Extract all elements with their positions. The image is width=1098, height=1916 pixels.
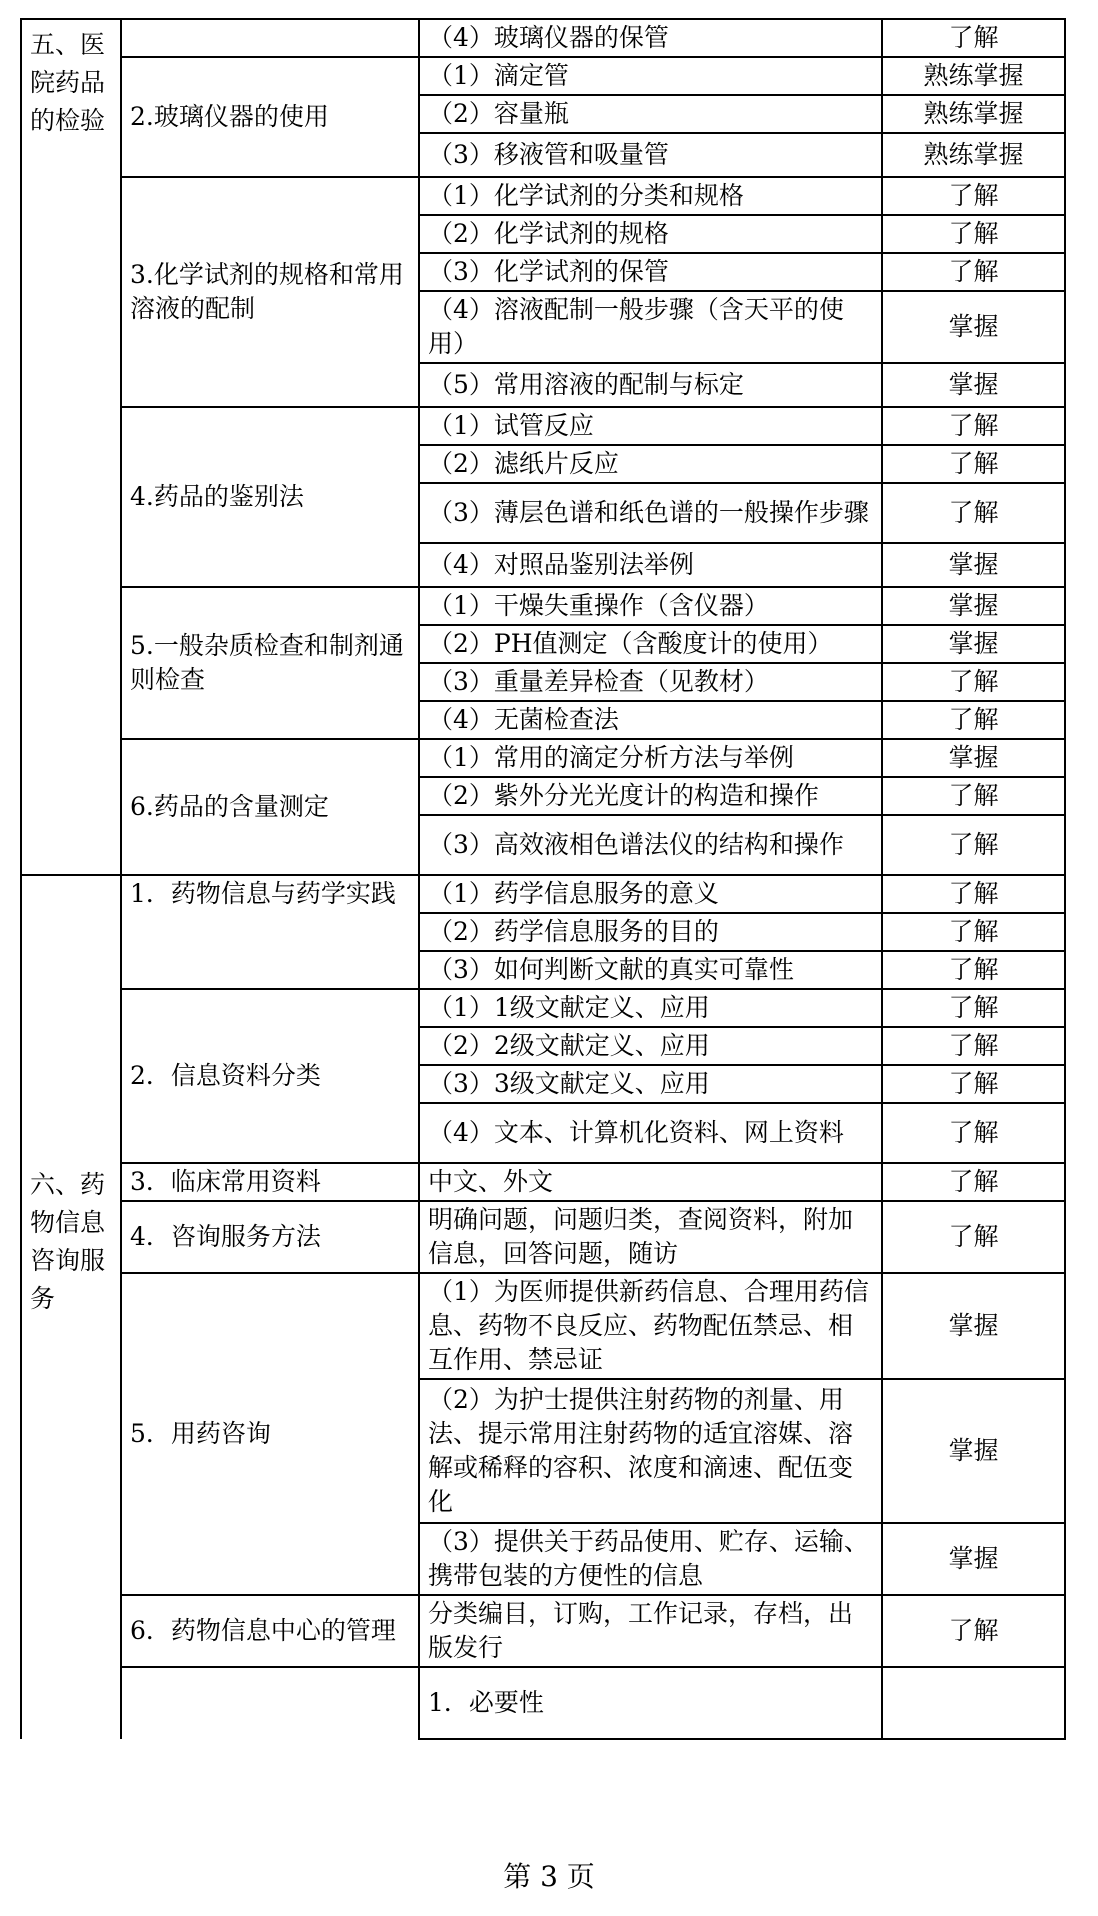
topic-name: 2.玻璃仪器的使用 [121, 57, 419, 177]
topic-name: 5.一般杂质检查和制剂通则检查 [121, 587, 419, 739]
item-level: 掌握 [882, 587, 1065, 625]
item-content: （2）为护士提供注射药物的剂量、用法、提示常用注射药物的适宜溶媒、溶解或稀释的容积、浓度和滴速、配伍变化 [419, 1379, 882, 1523]
topic-name: 6．药物信息中心的管理 [121, 1595, 419, 1667]
item-level: 了解 [882, 253, 1065, 291]
item-level: 熟练掌握 [882, 95, 1065, 133]
item-content: （1）化学试剂的分类和规格 [419, 177, 882, 215]
item-content: （1）干燥失重操作（含仪器） [419, 587, 882, 625]
item-level: 了解 [882, 445, 1065, 483]
item-content: （1）滴定管 [419, 57, 882, 95]
item-content: （3）薄层色谱和纸色谱的一般操作步骤 [419, 483, 882, 543]
item-content [882, 1667, 1065, 1739]
topic-name: 1．必要性 [419, 1667, 882, 1739]
topic-name: 6.药品的含量测定 [121, 739, 419, 875]
syllabus-table [20, 18, 1066, 1740]
item-content: 中文、外文 [419, 1163, 882, 1201]
item-content: 明确问题，问题归类，查阅资料，附加信息，回答问题，随访 [419, 1201, 882, 1273]
table-row [21, 1667, 1065, 1739]
item-content: （2）药学信息服务的目的 [419, 913, 882, 951]
item-level: 了解 [882, 989, 1065, 1027]
item-content: （2）容量瓶 [419, 95, 882, 133]
item-content: （2）紫外分光光度计的构造和操作 [419, 777, 882, 815]
item-level: 掌握 [882, 625, 1065, 663]
topic-name: 3.化学试剂的规格和常用溶液的配制 [121, 177, 419, 407]
item-content: （3）提供关于药品使用、贮存、运输、携带包装的方便性的信息 [419, 1523, 882, 1595]
item-level: 掌握 [882, 739, 1065, 777]
item-content: （3）移液管和吸量管 [419, 133, 882, 177]
item-level: 熟练掌握 [882, 57, 1065, 95]
item-level: 了解 [882, 815, 1065, 875]
table-row [21, 1163, 1065, 1201]
section-title: 六、药物信息咨询服务 [21, 875, 121, 1739]
topic-name [121, 19, 419, 57]
item-level: 掌握 [882, 1523, 1065, 1595]
item-level: 了解 [882, 407, 1065, 445]
topic-name: 3．临床常用资料 [121, 1163, 419, 1201]
item-level: 了解 [882, 1201, 1065, 1273]
item-level: 掌握 [882, 291, 1065, 363]
table-row [21, 587, 1065, 625]
item-content: （4）溶液配制一般步骤（含天平的使用） [419, 291, 882, 363]
item-content: （4）对照品鉴别法举例 [419, 543, 882, 587]
item-level: 了解 [882, 1065, 1065, 1103]
topic-name: 1．药物信息与药学实践 [121, 875, 419, 989]
item-content: （3）3级文献定义、应用 [419, 1065, 882, 1103]
item-level: 了解 [882, 177, 1065, 215]
item-level: 了解 [882, 1027, 1065, 1065]
item-content: （1）试管反应 [419, 407, 882, 445]
item-level: 了解 [882, 951, 1065, 989]
item-level: 掌握 [882, 543, 1065, 587]
item-level: 了解 [882, 701, 1065, 739]
item-content: （2）PH值测定（含酸度计的使用） [419, 625, 882, 663]
item-content: （2）2级文献定义、应用 [419, 1027, 882, 1065]
item-level: 了解 [882, 1163, 1065, 1201]
item-content: （4）文本、计算机化资料、网上资料 [419, 1103, 882, 1163]
table-row [21, 19, 1065, 57]
item-level: 掌握 [882, 1379, 1065, 1523]
table-row [21, 407, 1065, 445]
table-row [21, 989, 1065, 1027]
item-content: 分类编目，订购，工作记录，存档，出版发行 [419, 1595, 882, 1667]
item-level: 掌握 [882, 363, 1065, 407]
item-level: 了解 [882, 483, 1065, 543]
item-content: （2）化学试剂的规格 [419, 215, 882, 253]
item-content: （3）重量差异检查（见教材） [419, 663, 882, 701]
item-content: （1）为医师提供新药信息、合理用药信息、药物不良反应、药物配伍禁忌、相互作用、禁忌证 [419, 1273, 882, 1379]
table-row [21, 1595, 1065, 1667]
empty-cell [121, 1667, 419, 1739]
item-level: 了解 [882, 1595, 1065, 1667]
item-content: （5）常用溶液的配制与标定 [419, 363, 882, 407]
item-level: 掌握 [882, 1273, 1065, 1379]
topic-name: 2．信息资料分类 [121, 989, 419, 1163]
table-row [21, 875, 1065, 913]
item-level: 了解 [882, 1103, 1065, 1163]
table-row [21, 1273, 1065, 1379]
item-content: （3）如何判断文献的真实可靠性 [419, 951, 882, 989]
table-row [21, 177, 1065, 215]
item-level: 了解 [882, 777, 1065, 815]
item-content: （2）滤纸片反应 [419, 445, 882, 483]
item-level: 了解 [882, 663, 1065, 701]
table-row [21, 739, 1065, 777]
item-content: （4）玻璃仪器的保管 [419, 19, 882, 57]
item-content: （3）高效液相色谱法仪的结构和操作 [419, 815, 882, 875]
topic-name: 5．用药咨询 [121, 1273, 419, 1595]
item-level: 了解 [882, 19, 1065, 57]
item-content: （4）无菌检查法 [419, 701, 882, 739]
item-level: 了解 [882, 875, 1065, 913]
section-title: 五、医院药品的检验 [21, 19, 121, 875]
item-level: 了解 [882, 215, 1065, 253]
item-content: （1）常用的滴定分析方法与举例 [419, 739, 882, 777]
page-number: 第 3 页 [503, 1860, 595, 1893]
item-level: 了解 [882, 913, 1065, 951]
item-content: （1）1级文献定义、应用 [419, 989, 882, 1027]
table-row [21, 57, 1065, 95]
item-level: 熟练掌握 [882, 133, 1065, 177]
item-content: （1）药学信息服务的意义 [419, 875, 882, 913]
topic-name: 4．咨询服务方法 [121, 1201, 419, 1273]
topic-name: 4.药品的鉴别法 [121, 407, 419, 587]
item-content: （3）化学试剂的保管 [419, 253, 882, 291]
table-row [21, 1201, 1065, 1273]
